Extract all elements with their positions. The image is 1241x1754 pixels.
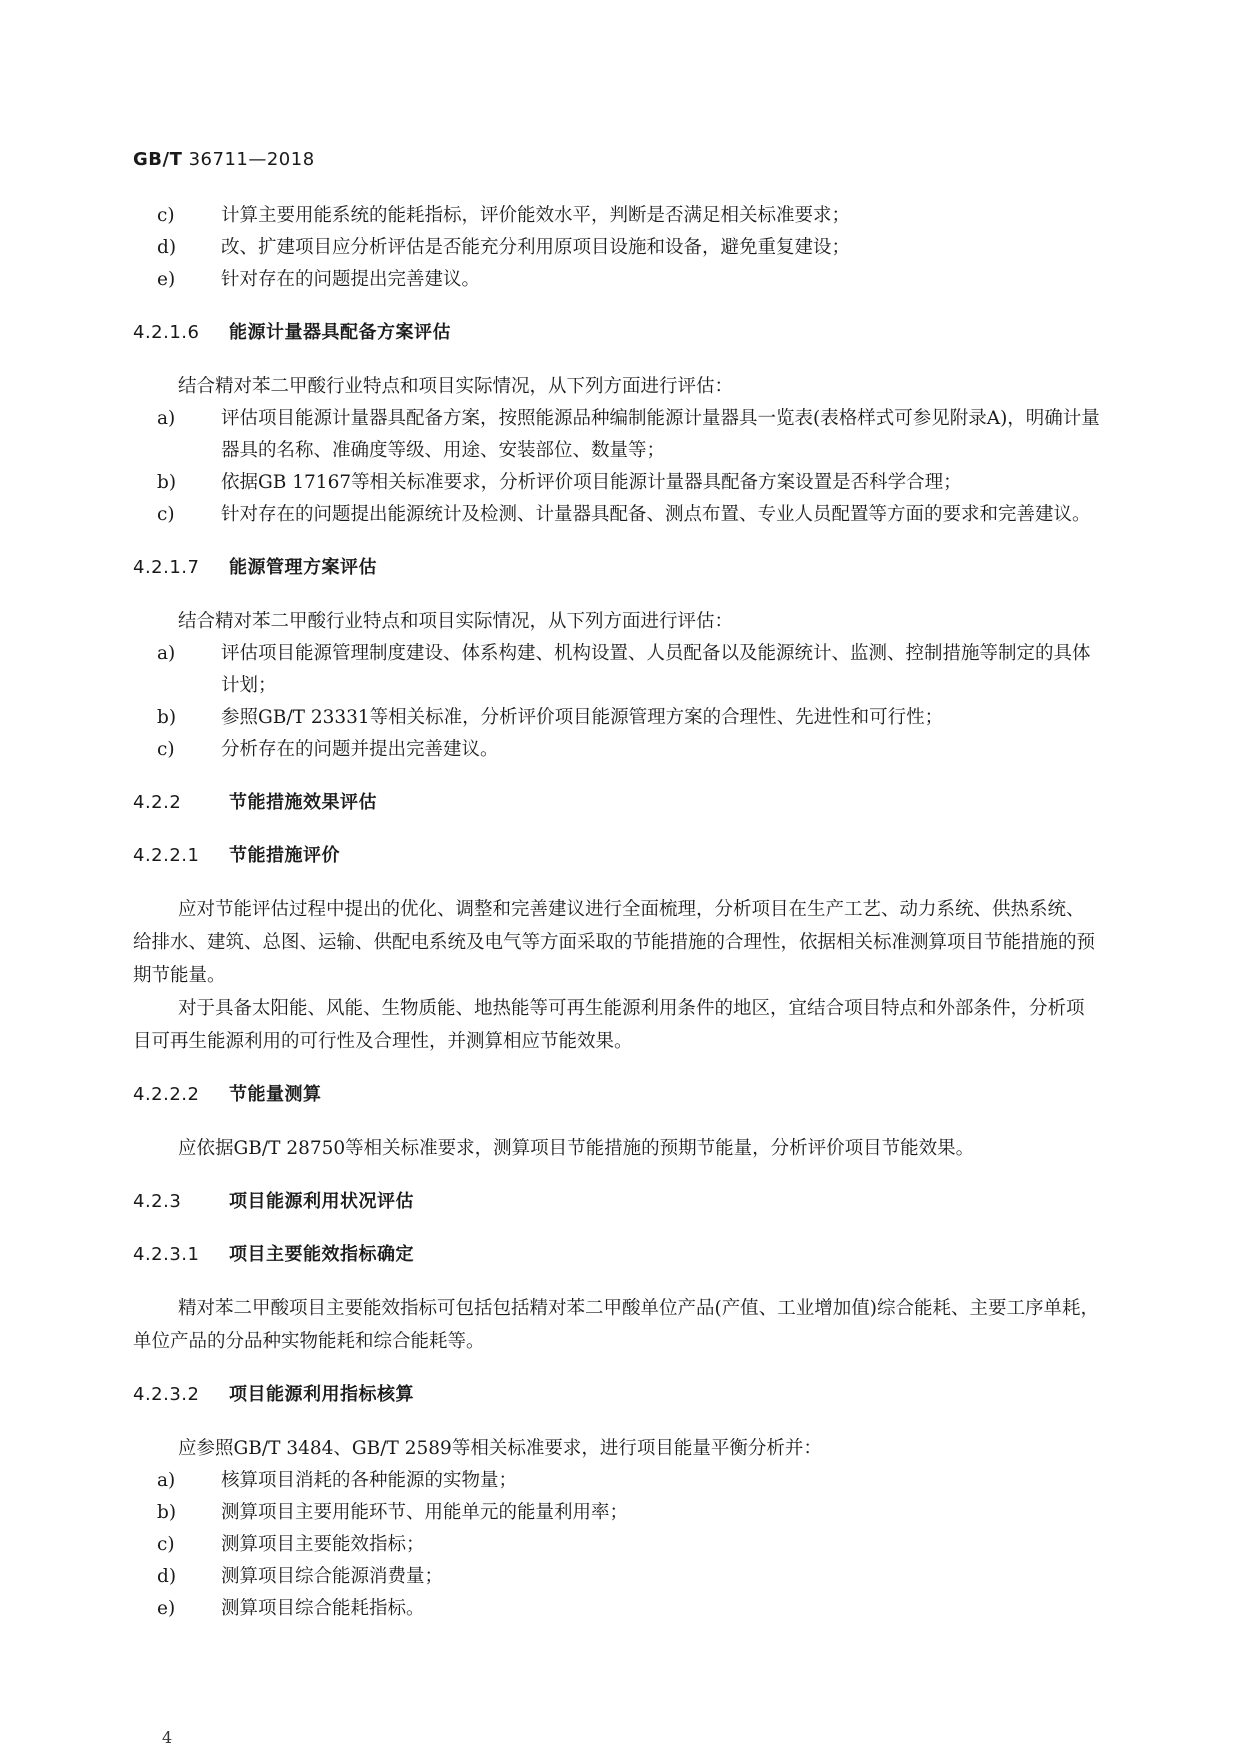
list-item-text: 测算项目综合能源消费量； — [221, 1566, 444, 1587]
section-title: 节能措施效果评估 — [229, 792, 377, 813]
list-item — [133, 1529, 1101, 1561]
section-heading — [133, 787, 1101, 819]
standard-code — [133, 149, 315, 170]
section-title: 能源管理方案评估 — [229, 557, 377, 578]
document-body — [133, 200, 1101, 1625]
section-title: 项目能源利用状况评估 — [229, 1191, 414, 1212]
list-marker: e) — [157, 1598, 176, 1619]
section-title: 项目主要能效指标确定 — [229, 1244, 414, 1265]
section-number: 4.2.3.1 — [133, 1244, 200, 1265]
list-marker: a) — [157, 1470, 176, 1491]
list-marker: a) — [157, 643, 176, 664]
list-marker: d) — [157, 237, 177, 258]
list-marker: b) — [157, 472, 177, 493]
paragraph: 对于具备太阳能、风能、生物质能、地热能等可再生能源利用条件的地区，宜结合项目特点和外部条件，分析项目可再生能源利用的可行性及合理性，并测算相应节能效果。 — [133, 998, 1085, 1052]
list-item-text: 测算项目主要能效指标； — [221, 1534, 425, 1555]
list-item-text: 改、扩建项目应分析评估是否能充分利用原项目设施和设备，避免重复建设； — [221, 237, 851, 258]
section-number: 4.2.1.7 — [133, 557, 200, 578]
list-item — [133, 1465, 1101, 1497]
section-title: 节能措施评价 — [229, 845, 340, 866]
section-heading — [133, 552, 1101, 584]
paragraph: 精对苯二甲酸项目主要能效指标可包括包括精对苯二甲酸单位产品(产值、工业增加值)综合能耗、主要工序单耗，单位产品的分品种实物能耗和综合能耗等。 — [133, 1298, 1099, 1352]
list-item-text: 评估项目能源计量器具配备方案，按照能源品种编制能源计量器具一览表(表格样式可参见附录A)，明确计量器具的名称、准确度等级、用途、安装部位、数量等； — [221, 408, 1100, 461]
section-number: 4.2.3.2 — [133, 1384, 200, 1405]
list-item-text: 计算主要用能系统的能耗指标，评价能效水平，判断是否满足相关标准要求； — [221, 205, 851, 226]
section-title: 能源计量器具配备方案评估 — [229, 322, 451, 343]
list-item — [133, 200, 1101, 232]
list-item — [133, 702, 1101, 734]
section-title: 项目能源利用指标核算 — [229, 1384, 414, 1405]
list-item — [133, 232, 1101, 264]
section-number: 4.2.2.2 — [133, 1084, 200, 1105]
list-item-text: 参照GB/T 23331等相关标准，分析评价项目能源管理方案的合理性、先进性和可行性； — [221, 707, 944, 728]
list-item-text: 测算项目主要用能环节、用能单元的能量利用率； — [221, 1502, 629, 1523]
section-heading — [133, 1379, 1101, 1411]
paragraph: 应依据GB/T 28750等相关标准要求，测算项目节能措施的预期节能量，分析评价项目节能效果。 — [178, 1138, 975, 1159]
list-marker: c) — [157, 504, 175, 525]
paragraph: 结合精对苯二甲酸行业特点和项目实际情况，从下列方面进行评估： — [178, 376, 734, 397]
section-heading — [133, 1239, 1101, 1271]
section-number: 4.2.1.6 — [133, 322, 200, 343]
section-title: 节能量测算 — [229, 1084, 322, 1105]
list-marker: a) — [157, 408, 176, 429]
list-item-text: 针对存在的问题提出完善建议。 — [221, 269, 481, 290]
section-number: 4.2.3 — [133, 1191, 182, 1212]
paragraph: 结合精对苯二甲酸行业特点和项目实际情况，从下列方面进行评估： — [178, 611, 734, 632]
list-item — [133, 264, 1101, 296]
section-heading — [133, 1079, 1101, 1111]
list-item-text: 测算项目综合能耗指标。 — [221, 1598, 425, 1619]
section-heading — [133, 1186, 1101, 1218]
page-number: 4 — [162, 1728, 173, 1747]
list-item — [133, 403, 1101, 467]
list-item — [133, 1593, 1101, 1625]
list-item — [133, 467, 1101, 499]
section-heading — [133, 840, 1101, 872]
list-item-text: 依据GB 17167等相关标准要求，分析评价项目能源计量器具配备方案设置是否科学合理； — [221, 472, 962, 493]
list-item — [133, 499, 1101, 531]
list-item-text: 针对存在的问题提出能源统计及检测、计量器具配备、测点布置、专业人员配置等方面的要求和完善建议。 — [221, 504, 1091, 525]
standard-number: 36711—2018 — [188, 149, 315, 170]
section-heading — [133, 317, 1101, 349]
list-marker: b) — [157, 707, 177, 728]
list-item — [133, 1561, 1101, 1593]
paragraph: 应对节能评估过程中提出的优化、调整和完善建议进行全面梳理，分析项目在生产工艺、动力系统、供热系统、给排水、建筑、总图、运输、供配电系统及电气等方面采取的节能措施的合理性，依据相关标准测算项目节能措施的预期节能量。 — [133, 899, 1096, 986]
section-number: 4.2.2 — [133, 792, 182, 813]
list-item — [133, 734, 1101, 766]
list-marker: c) — [157, 1534, 175, 1555]
list-item-text: 评估项目能源管理制度建设、体系构建、机构设置、人员配备以及能源统计、监测、控制措施等制定的具体计划； — [221, 643, 1091, 696]
list-item-text: 核算项目消耗的各种能源的实物量； — [221, 1470, 518, 1491]
list-item — [133, 638, 1101, 702]
list-marker: b) — [157, 1502, 177, 1523]
section-number: 4.2.2.1 — [133, 845, 200, 866]
list-marker: d) — [157, 1566, 177, 1587]
list-marker: e) — [157, 269, 176, 290]
list-item-text: 分析存在的问题并提出完善建议。 — [221, 739, 499, 760]
list-marker: c) — [157, 739, 175, 760]
list-item — [133, 1497, 1101, 1529]
paragraph: 应参照GB/T 3484、GB/T 2589等相关标准要求，进行项目能量平衡分析并： — [178, 1438, 822, 1459]
standard-prefix: GB/T — [133, 149, 183, 170]
list-marker: c) — [157, 205, 175, 226]
